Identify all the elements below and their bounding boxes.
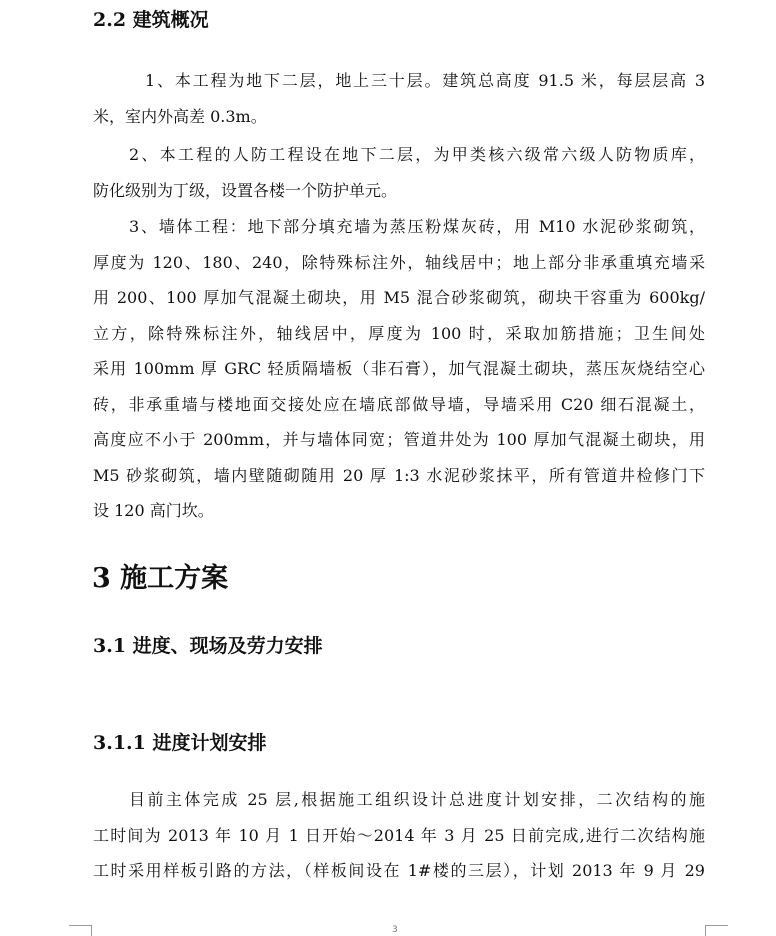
paragraph-line: 米，室内外高差 0.3m。 <box>93 106 267 126</box>
paragraph-1 <box>93 63 705 134</box>
paragraph-line: 高度应不小于 200mm，并与墙体同宽；管道井处为 100 厚加气混凝土砌块，用 <box>93 430 705 449</box>
section-3-heading: 3 施工方案 <box>92 563 229 594</box>
paragraph-line: 立方，除特殊标注外，轴线居中，厚度为 100 时，采取加筋措施；卫生间处 <box>93 323 705 343</box>
paragraph-line: 防化级别为丁级，设置各楼一个防护单元。 <box>93 180 398 200</box>
paragraph-line: 工时间为 2013 年 10 月 1 日开始～2014 年 3 月 25 日前完成,进行二次结构施 <box>93 825 705 845</box>
paragraph-line: 2、本工程的人防工程设在地下二层，为甲类核六级常六级人防物质库， <box>129 145 705 164</box>
paragraph-line: 目前主体完成 25 层,根据施工组织设计总进度计划安排，二次结构的施 <box>129 790 705 809</box>
paragraph-schedule <box>93 782 705 889</box>
paragraph-line: M5 砂浆砌筑，墙内壁随砌随用 20 厚 1:3 水泥砂浆抹平，所有管道井检修门下 <box>93 465 705 485</box>
section-2-2-heading: 2.2 建筑概况 <box>93 9 209 31</box>
page-number: 3 <box>392 925 398 935</box>
paragraph-line: 用 200、100 厚加气混凝土砌块，用 M5 混合砂浆砌筑，砌块干容重为 600kg/ <box>93 288 705 307</box>
section-3-1-heading: 3.1 进度、现场及劳力安排 <box>93 635 323 657</box>
paragraph-line: 采用 100mm 厚 GRC 轻质隔墙板（非石膏），加气混凝土砌块，蒸压灰烧结空心 <box>93 359 705 378</box>
page-corner-mark-right <box>705 925 728 936</box>
paragraph-2 <box>93 137 705 208</box>
paragraph-line: 1、本工程为地下二层，地上三十层。建筑总高度 91.5 米，每层层高 3 <box>145 71 705 90</box>
paragraph-line: 设 120 高门坎。 <box>93 501 214 520</box>
paragraph-line: 砖，非承重墙与楼地面交接处应在墙底部做导墙，导墙采用 C20 细石混凝土， <box>93 394 705 414</box>
paragraph-line: 3、墙体工程：地下部分填充墙为蒸压粉煤灰砖，用 M10 水泥砂浆砌筑， <box>129 217 705 236</box>
section-3-1-1-heading: 3.1.1 进度计划安排 <box>93 732 267 754</box>
paragraph-line: 厚度为 120、180、240，除特殊标注外，轴线居中；地上部分非承重填充墙采 <box>93 252 705 272</box>
paragraph-3 <box>93 209 705 529</box>
paragraph-line: 工时采用样板引路的方法，（样板间设在 1#楼的三层），计划 2013 年 9 月 29 <box>93 861 705 880</box>
page-corner-mark-left <box>69 925 92 936</box>
